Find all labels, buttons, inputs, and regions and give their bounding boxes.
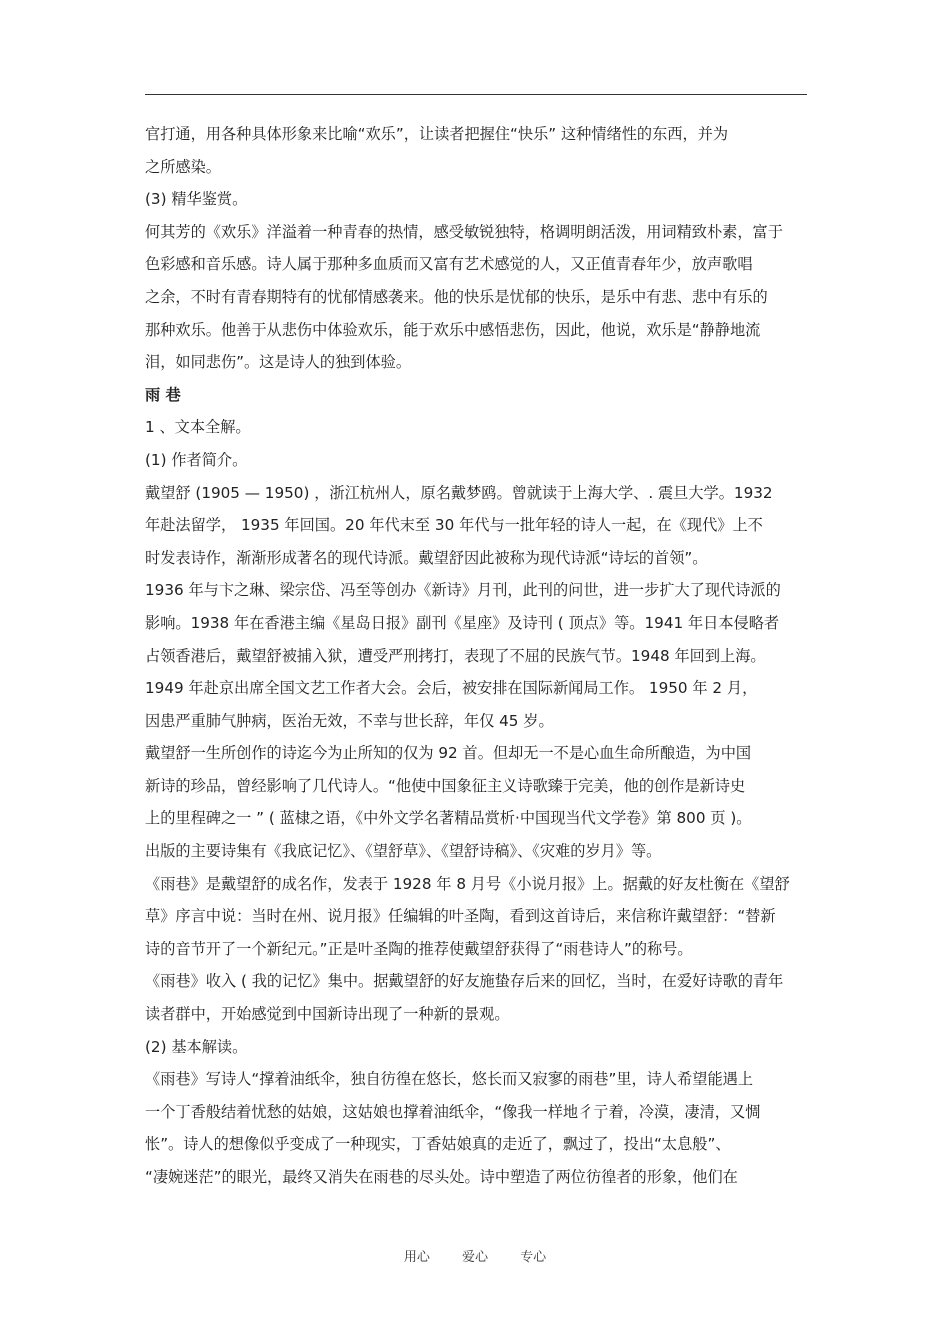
text-line: 时发表诗作，渐渐形成著名的现代诗派。戴望舒因此被称为现代诗派“诗坛的首领”。 <box>145 548 708 567</box>
text-line: 1936 年与卞之琳、梁宗岱、冯至等创办《新诗》月刊，此刊的问世，进一步扩大了现代诗派的 <box>145 581 781 600</box>
text-line: 新诗的珍品，曾经影响了几代诗人。“他使中国象征主义诗歌臻于完美，他的创作是新诗史 <box>145 776 746 795</box>
text-line: 年赴法留学， 1935 年回国。20 年代末至 30 年代与一批年轻的诗人一起，在《现代》上不 <box>145 516 763 535</box>
text-line: “凄婉迷茫”的眼光，最终又消失在雨巷的尽头处。诗中塑造了两位彷徨者的形象，他们在 <box>145 1168 738 1186</box>
text-line: 那种欢乐。他善于从悲伤中体验欢乐，能于欢乐中感悟悲伤，因此，他说，欢乐是“静静地流 <box>145 320 761 339</box>
text-line: 怅”。诗人的想像似乎变成了一种现实，丁香姑娘真的走近了，飘过了，投出“太息般”、 <box>145 1135 731 1154</box>
text-line: 戴望舒 (1905 — 1950) ，浙江杭州人，原名戴梦鸥。曾就读于上海大学、. 震旦大学。1932 <box>145 483 773 502</box>
page-footer <box>0 1246 950 1265</box>
text-line: 官打通，用各种具体形象来比喻“欢乐”，让读者把握住“快乐” 这种情绪性的东西，并为 <box>145 125 729 143</box>
section-subheading: (1) 作者简介。 <box>145 450 248 469</box>
text-line: 之所感染。 <box>145 157 221 176</box>
section-subheading: (3) 精华鉴赏。 <box>145 190 248 209</box>
text-line: 1949 年赴京出席全国文艺工作者大会。会后，被安排在国际新闻局工作。 1950 年 2 月， <box>145 679 758 698</box>
text-line: 泪，如同悲伤”。这是诗人的独到体验。 <box>145 353 412 372</box>
document-body <box>145 118 807 1194</box>
text-line: 何其芳的《欢乐》洋溢着一种青春的热情，感受敏锐独特，格调明朗活泼，用词精致朴素，富于 <box>145 222 783 241</box>
text-line: 一个丁香般结着忧愁的姑娘，这姑娘也撑着油纸伞，“像我一样地彳亍着，冷漠，凄清，又惆 <box>145 1102 761 1121</box>
text-line: 读者群中，开始感觉到中国新诗出现了一种新的景观。 <box>145 1005 510 1024</box>
text-line: 《雨巷》写诗人“撑着油纸伞，独自彷徨在悠长，悠长而又寂寥的雨巷”里，诗人希望能遇上 <box>145 1070 754 1089</box>
text-line: 之余，不时有青春期特有的忧郁情感袭来。他的快乐是忧郁的快乐，是乐中有悲、悲中有乐的 <box>145 287 768 306</box>
footer-text: 爱心 <box>461 1250 488 1265</box>
text-line: 因患严重肺气肿病，医治无效，不幸与世长辞，年仅 45 岁。 <box>145 711 554 730</box>
text-line: 色彩感和音乐感。诗人属于那种多血质而又富有艺术感觉的人，又正值青春年少，放声歌唱 <box>145 255 753 274</box>
text-line: 戴望舒一生所创作的诗迄今为止所知的仅为 92 首。但却无一不是心血生命所酿造，为中国 <box>145 744 752 763</box>
section-subheading: 1 、文本全解。 <box>145 418 251 437</box>
section-heading: 雨 巷 <box>145 385 181 404</box>
header-rule <box>145 94 807 95</box>
text-line: 上的里程碑之一 ” ( 蓝棣之语，《中外文学名著精品赏析·中国现当代文学卷》第 800 页 )。 <box>145 809 752 828</box>
text-line: 诗的音节开了一个新纪元。”正是叶圣陶的推荐使戴望舒获得了“雨巷诗人”的称号。 <box>145 939 693 958</box>
text-line: 《雨巷》收入 ( 我的记忆》集中。据戴望舒的好友施蛰存后来的回忆，当时，在爱好诗歌的青年 <box>145 972 784 991</box>
text-line: 影响。1938 年在香港主编《星岛日报》副刊《星座》及诗刊 ( 顶点》等。1941 年日本侵略者 <box>145 613 780 632</box>
text-line: 占领香港后，戴望舒被捕入狱，遭受严刑拷打，表现了不屈的民族气节。1948 年回到上海。 <box>145 646 766 665</box>
text-line: 《雨巷》是戴望舒的成名作，发表于 1928 年 8 月号《小说月报》上。据戴的好友杜衡在《望舒 <box>145 874 790 893</box>
footer-text: 专心 <box>520 1250 547 1265</box>
section-subheading: (2) 基本解读。 <box>145 1037 248 1056</box>
text-line: 出版的主要诗集有《我底记忆》、《望舒草》、《望舒诗稿》、《灾难的岁月》等。 <box>145 842 662 861</box>
text-line: 草》序言中说：当时在州、说月报》任编辑的叶圣陶，看到这首诗后，来信称许戴望舒：“替新 <box>145 907 776 926</box>
footer-text: 用心 <box>403 1250 430 1265</box>
